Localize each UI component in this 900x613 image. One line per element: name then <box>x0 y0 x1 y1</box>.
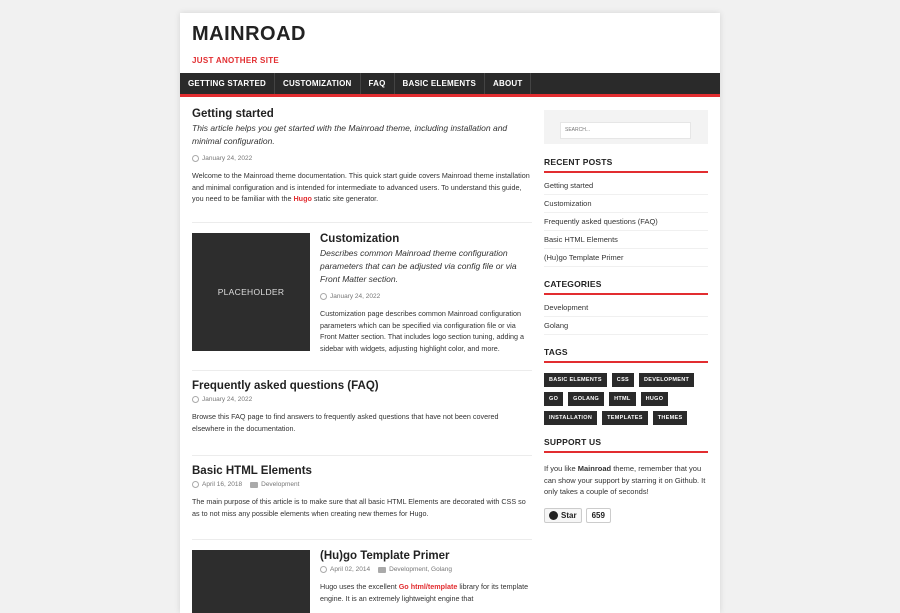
recent-post-item[interactable]: (Hu)go Template Primer <box>544 249 708 267</box>
search-widget <box>544 110 708 144</box>
hugo-link[interactable]: Hugo <box>293 194 312 203</box>
post-excerpt: The main purpose of this article is to make sure that all basic HTML Elements are decorated with CSS so as to not miss any possible elements when creating new themes for Hugo. <box>192 497 526 518</box>
menu-item-faq[interactable]: FAQ <box>361 73 395 94</box>
support-theme-name: Mainroad <box>577 464 612 473</box>
categories-list <box>544 299 708 335</box>
clock-icon <box>192 396 199 403</box>
clock-icon <box>192 481 199 488</box>
support-text <box>544 463 708 498</box>
post-date: April 16, 2018 <box>202 481 243 488</box>
post-date: January 24, 2022 <box>330 293 381 300</box>
go-html-template-link[interactable]: Go html/template <box>398 582 458 591</box>
tag-item[interactable]: DEVELOPMENT <box>639 373 694 387</box>
folder-icon <box>250 482 258 488</box>
sidebar <box>544 110 708 523</box>
github-icon <box>549 511 558 520</box>
post-hugo-template-primer <box>192 540 532 613</box>
tag-cloud <box>544 373 708 425</box>
post-getting-started <box>192 108 532 223</box>
excerpt-text: Welcome to the Mainroad theme documentation. This quick start guide covers Mainroad theme installation and minimal configuration and is intended for intermediate to advanced users. To understand this guide, you need to be familiar with the <box>192 171 530 203</box>
post-title[interactable]: Basic HTML Elements <box>192 465 312 477</box>
post-date: January 24, 2022 <box>202 155 253 162</box>
tag-item[interactable]: INSTALLATION <box>544 411 597 425</box>
github-star-button[interactable] <box>544 508 582 523</box>
menu-item-about[interactable]: ABOUT <box>485 73 531 94</box>
post-list <box>192 108 532 613</box>
tag-item[interactable]: HTML <box>609 392 635 406</box>
site-title[interactable]: MAINROAD <box>192 23 306 45</box>
support-text-post: theme, remember that you can show your support by starring it on Github. It only takes a couple of seconds! <box>544 464 706 496</box>
post-category[interactable]: Development <box>261 481 300 488</box>
recent-post-item[interactable]: Frequently asked questions (FAQ) <box>544 213 708 231</box>
menu-item-basic-elements[interactable]: BASIC ELEMENTS <box>395 73 485 94</box>
post-description: This article helps you get started with the Mainroad theme, including installation and minimal configuration. <box>192 123 508 146</box>
tag-item[interactable]: TEMPLATES <box>602 411 648 425</box>
excerpt-text-end: static site generator. <box>311 194 379 203</box>
search-input[interactable] <box>560 122 691 139</box>
post-title[interactable]: Customization <box>320 233 400 245</box>
tag-item[interactable]: GO <box>544 392 563 406</box>
post-meta <box>320 566 532 573</box>
excerpt-text-end: library for its template engine. It is an extremely lightweight engine that <box>320 582 529 603</box>
github-star-widget <box>544 508 708 523</box>
page-wrapper <box>180 13 720 613</box>
post-description: Describes common Mainroad theme configuration parameters that can be adjusted via config file or via Front Matter section. <box>320 248 517 284</box>
tag-item[interactable]: HUGO <box>641 392 669 406</box>
post-meta <box>320 293 532 300</box>
tags-title: TAGS <box>544 347 708 363</box>
clock-icon <box>320 566 327 573</box>
clock-icon <box>192 155 199 162</box>
post-meta <box>192 396 532 403</box>
post-excerpt <box>192 170 532 205</box>
clock-icon <box>320 293 327 300</box>
post-customization <box>192 223 532 371</box>
post-meta <box>192 155 532 162</box>
tag-item[interactable]: CSS <box>612 373 634 387</box>
folder-icon <box>378 567 386 573</box>
post-date: January 24, 2022 <box>202 396 253 403</box>
post-basic-html <box>192 456 532 540</box>
tag-item[interactable]: BASIC ELEMENTS <box>544 373 607 387</box>
recent-post-item[interactable]: Basic HTML Elements <box>544 231 708 249</box>
post-excerpt: Browse this FAQ page to find answers to frequently asked questions that have not been covered elsewhere in the documentation. <box>192 412 499 433</box>
recent-posts-list <box>544 177 708 267</box>
categories-title: CATEGORIES <box>544 279 708 295</box>
recent-posts-title: RECENT POSTS <box>544 157 708 173</box>
post-meta <box>192 481 532 488</box>
recent-post-item[interactable]: Customization <box>544 195 708 213</box>
main-menu <box>180 73 720 97</box>
support-text-pre: If you like <box>544 464 578 473</box>
post-faq <box>192 371 532 456</box>
menu-item-customization[interactable]: CUSTOMIZATION <box>275 73 361 94</box>
site-tagline: JUST ANOTHER SITE <box>192 56 280 65</box>
tag-item[interactable]: GOLANG <box>568 392 604 406</box>
post-excerpt <box>320 581 532 604</box>
site-header <box>180 13 720 73</box>
post-category[interactable]: Development, Golang <box>389 566 452 573</box>
category-item[interactable]: Golang <box>544 317 708 335</box>
github-star-count[interactable]: 659 <box>586 508 611 523</box>
recent-post-item[interactable]: Getting started <box>544 177 708 195</box>
post-title[interactable]: Getting started <box>192 108 274 120</box>
post-thumbnail[interactable]: PLACEHOLDER <box>192 233 310 351</box>
tag-item[interactable]: THEMES <box>653 411 688 425</box>
post-title[interactable]: Frequently asked questions (FAQ) <box>192 380 379 392</box>
excerpt-text: Hugo uses the excellent <box>320 582 399 591</box>
category-item[interactable]: Development <box>544 299 708 317</box>
post-thumbnail[interactable] <box>192 550 310 613</box>
support-title: SUPPORT US <box>544 437 708 453</box>
menu-item-getting-started[interactable]: GETTING STARTED <box>180 73 275 94</box>
post-excerpt: Customization page describes common Mainroad configuration parameters which can be specified via configuration file or via Front Matter section. That includes logo section tuning, adding a sidebar with widgets, adjusting highlight color, and more. <box>320 309 525 353</box>
post-title[interactable]: (Hu)go Template Primer <box>320 550 450 562</box>
post-date: April 02, 2014 <box>330 566 371 573</box>
star-label: Star <box>561 510 577 520</box>
